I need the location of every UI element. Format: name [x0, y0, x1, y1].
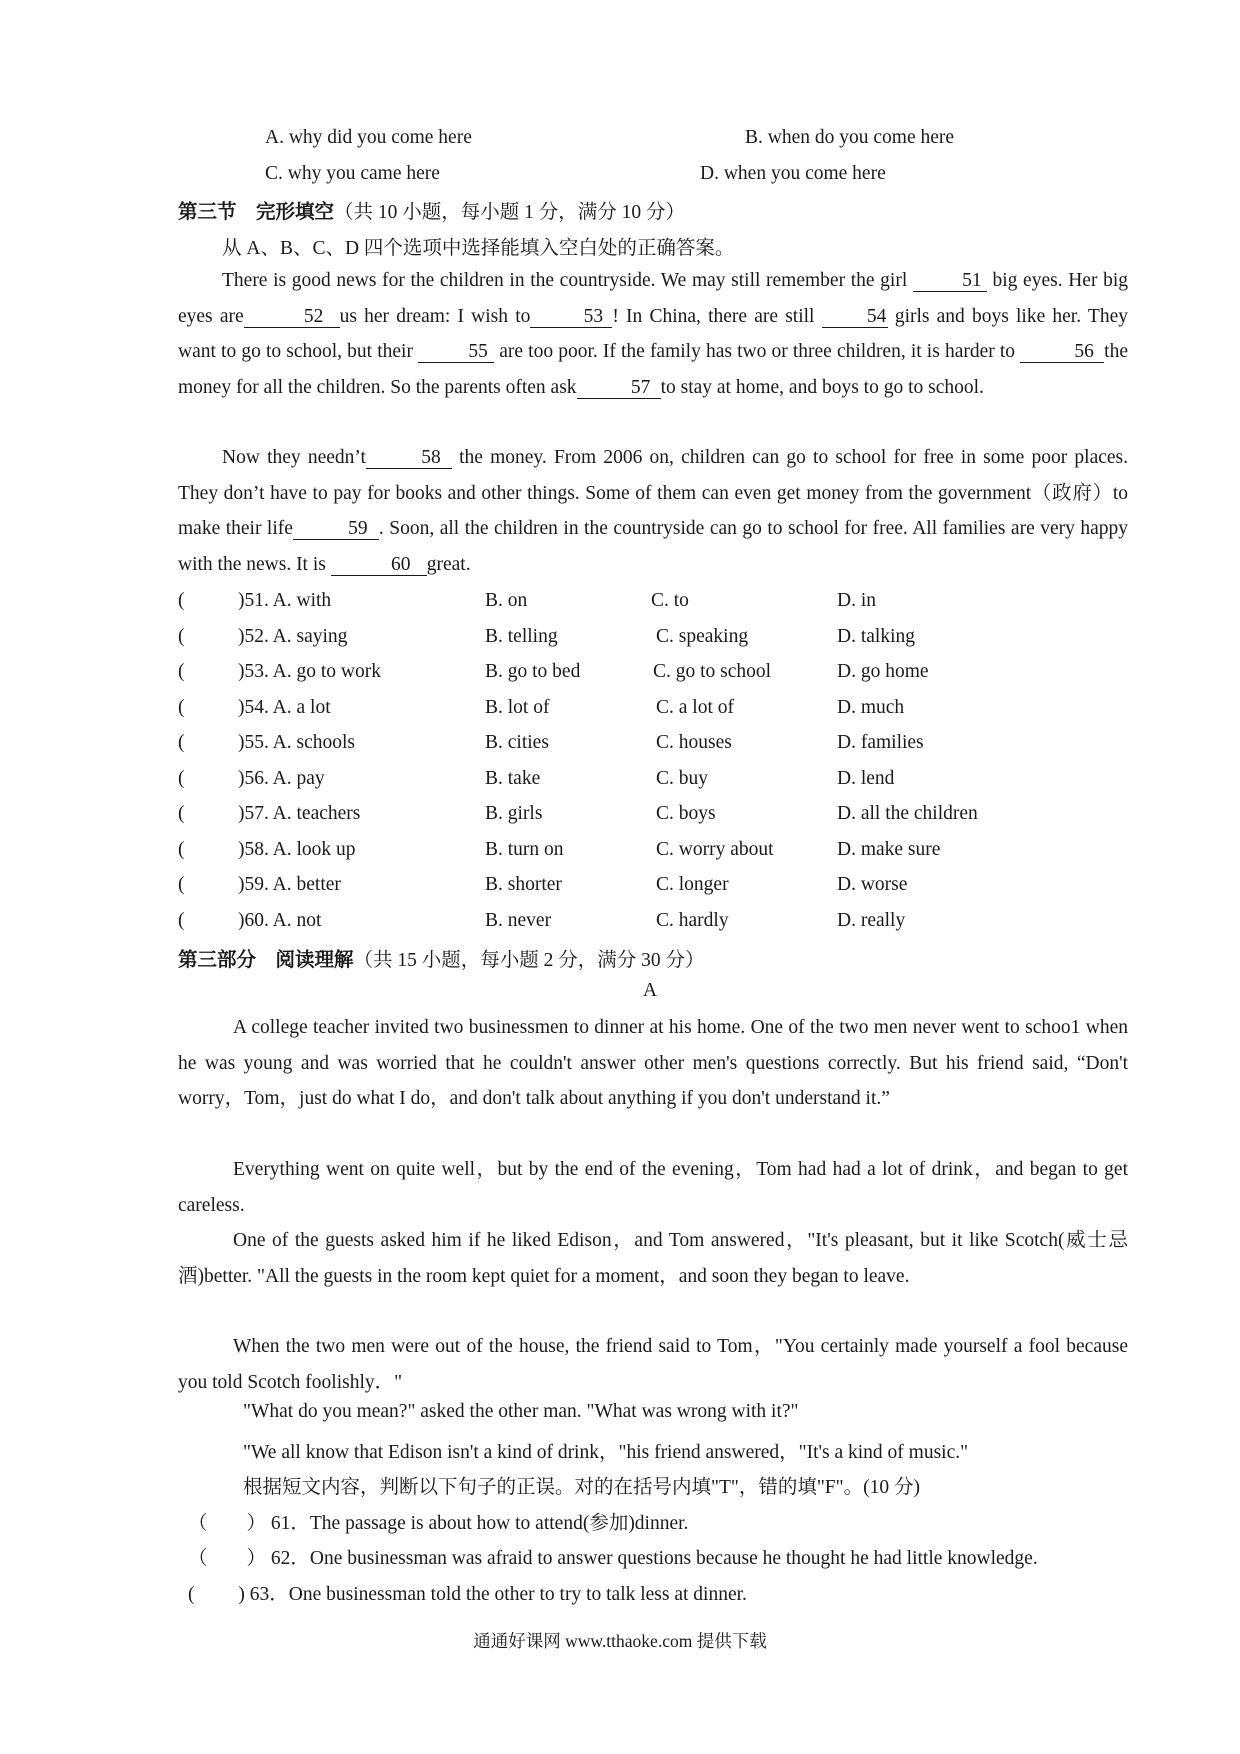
- question-row: [178, 803, 1078, 835]
- option-c: C. worry about: [656, 838, 774, 860]
- option-d: D. worse: [837, 874, 908, 895]
- blank-58: 58: [366, 448, 452, 469]
- question-row: [178, 910, 1078, 942]
- option-a: )60. A. not: [238, 909, 322, 931]
- option-d: D. make sure: [837, 838, 941, 860]
- prev-option-d: D. when you come here: [700, 163, 886, 184]
- prev-option-c: C. why you came here: [265, 163, 440, 184]
- blank-59: 59: [293, 519, 379, 540]
- answer-paren[interactable]: （ ）: [188, 1548, 267, 1569]
- blank-56: 56: [1020, 342, 1104, 363]
- option-c: C. buy: [656, 767, 709, 789]
- passage-letter: A: [643, 980, 658, 1001]
- option-a: )58. A. look up: [238, 838, 356, 860]
- option-b: B. telling: [485, 625, 558, 647]
- question-row: [178, 661, 1078, 693]
- question-row: [178, 697, 1078, 729]
- prev-option-a: A. why did you come here: [265, 127, 472, 148]
- option-a: )53. A. go to work: [238, 661, 381, 682]
- section-heading: [178, 196, 685, 224]
- answer-paren[interactable]: (: [178, 803, 185, 824]
- prev-option-b: B. when do you come here: [745, 127, 955, 148]
- blank-52: 52: [244, 307, 340, 328]
- reading-paragraph-2: Everything went on quite well，but by the end of the evening，Tom had had a lot of drink，and began to get careless.: [178, 1159, 1128, 1216]
- option-d: D. go home: [837, 661, 929, 682]
- section-instruction: 从 A、B、C、D 四个选项中选择能填入空白处的正确答案。: [222, 238, 735, 259]
- answer-paren[interactable]: (: [178, 838, 185, 860]
- answer-paren[interactable]: (: [178, 661, 185, 682]
- option-a: )55. A. schools: [238, 732, 355, 753]
- option-c: C. to: [651, 590, 689, 611]
- option-a: )57. A. teachers: [238, 803, 361, 824]
- reading-paragraph-4: When the two men were out of the house, the friend said to Tom，"You certainly made yourself a fool because you told Scotch foolishly．": [178, 1336, 1128, 1393]
- option-c: C. go to school: [653, 661, 772, 682]
- option-c: C. hardly: [656, 909, 729, 931]
- answer-paren[interactable]: (: [178, 696, 185, 718]
- option-a: )59. A. better: [238, 874, 341, 895]
- part-title: 第三部分 阅读理解: [178, 950, 354, 971]
- reading-paragraph-3: One of the guests asked him if he liked Edison，and Tom answered，"It's pleasant, but it like Scotch(威士忌酒)better. "All the guests in the room kept quiet for a moment，and soon they began to leave.: [178, 1230, 1128, 1287]
- option-b: B. lot of: [485, 696, 550, 718]
- answer-paren[interactable]: (: [178, 625, 185, 647]
- cloze-paragraph-2: Now they needn’t 58 the money. From 2006 on, children can go to school for free in some poor places. They don’t have to pay for books and other things. Some of them can even get money from the government（政府）to make their life 59 . Soon, all the children in the countryside can go to school for free. All families are very happy with the news. It is 60 great.: [178, 447, 1129, 575]
- option-c: C. speaking: [656, 625, 749, 647]
- answer-paren[interactable]: (: [178, 909, 185, 931]
- option-a: )56. A. pay: [238, 767, 325, 789]
- option-b: B. take: [485, 767, 541, 789]
- part-note: （共 15 小题，每小题 2 分，满分 30 分）: [353, 950, 705, 971]
- question-row: [178, 732, 1078, 764]
- reading-paragraph-6: "We all know that Edison isn't a kind of drink，"his friend answered，"It's a kind of music.": [243, 1442, 969, 1463]
- option-d: D. in: [837, 590, 876, 611]
- option-c: C. a lot of: [656, 696, 734, 718]
- option-d: D. all the children: [837, 803, 978, 824]
- answer-paren[interactable]: (: [178, 732, 185, 753]
- option-a: )51. A. with: [238, 590, 332, 611]
- option-b: B. never: [485, 909, 552, 931]
- answer-paren[interactable]: (: [178, 767, 185, 789]
- option-b: B. turn on: [485, 838, 564, 860]
- option-a: )52. A. saying: [238, 625, 348, 647]
- option-c: C. houses: [656, 732, 732, 753]
- part-heading: [178, 944, 705, 972]
- tf-statement: 61．The passage is about how to attend(参加)dinner.: [270, 1513, 689, 1534]
- question-row: [178, 626, 1078, 658]
- option-b: B. shorter: [485, 874, 562, 895]
- option-c: C. longer: [656, 874, 729, 895]
- answer-paren[interactable]: (: [178, 874, 185, 895]
- tf-instruction: 根据短文内容，判断以下句子的正误。对的在括号内填"T"，错的填"F"。(10 分): [243, 1477, 920, 1498]
- option-b: B. cities: [485, 732, 549, 753]
- option-d: D. really: [837, 909, 906, 931]
- option-d: D. talking: [837, 625, 915, 647]
- blank-54: 54: [822, 307, 888, 328]
- answer-paren[interactable]: （ ）: [188, 1513, 267, 1534]
- option-d: D. lend: [837, 767, 895, 789]
- blank-60: 60: [331, 555, 427, 576]
- reading-paragraph-1: A college teacher invited two businessmen to dinner at his home. One of the two men never went to schoo1 when he was young and was worried that he couldn't answer other men's questions correctly. But his friend said, “Don't worry，Tom，just do what I do，and don't talk about anything if you don't understand it.”: [178, 1017, 1128, 1109]
- blank-51: 51: [913, 271, 987, 292]
- section-title: 第三节 完形填空: [178, 202, 335, 223]
- option-a: )54. A. a lot: [238, 696, 331, 718]
- blank-57: 57: [577, 378, 661, 399]
- tf-statement: 62．One businessman was afraid to answer questions because he thought he had little knowledge.: [270, 1548, 1038, 1569]
- reading-paragraph-5: "What do you mean?" asked the other man. "What was wrong with it?": [243, 1401, 799, 1422]
- section-note: （共 10 小题，每小题 1 分，满分 10 分）: [334, 202, 686, 223]
- question-row: [178, 874, 1078, 906]
- blank-53: 53: [530, 307, 612, 328]
- option-b: B. go to bed: [485, 661, 581, 682]
- tf-statement: 63．One businessman told the other to try to talk less at dinner.: [249, 1584, 747, 1605]
- cloze-paragraph-1: There is good news for the children in the countryside. We may still remember the girl 51 big eyes. Her big eyes are 52 us her dream: I wish to 53 ! In China, there are still 54 girls and boys like her. They want to go to school, but their 55 are too poor. If the family has two or three children, it is harder to 56 the money for all the children. So the parents often ask 57 to stay at home, and boys to go to school.: [178, 270, 1128, 398]
- answer-paren[interactable]: ( ): [188, 1584, 245, 1605]
- question-row: [178, 590, 1078, 622]
- tf-item: [188, 1542, 1038, 1570]
- option-d: D. much: [837, 696, 905, 718]
- tf-item: [188, 1578, 747, 1606]
- option-b: B. on: [485, 590, 528, 611]
- page-footer: 通通好课网 www.tthaoke.com 提供下载: [473, 1631, 767, 1651]
- answer-paren[interactable]: (: [178, 590, 185, 611]
- blank-55: 55: [418, 342, 494, 363]
- option-c: C. boys: [656, 803, 716, 824]
- question-row: [178, 839, 1078, 871]
- tf-item: [188, 1507, 688, 1535]
- question-row: [178, 768, 1078, 800]
- option-d: D. families: [837, 732, 924, 753]
- option-b: B. girls: [485, 803, 543, 824]
